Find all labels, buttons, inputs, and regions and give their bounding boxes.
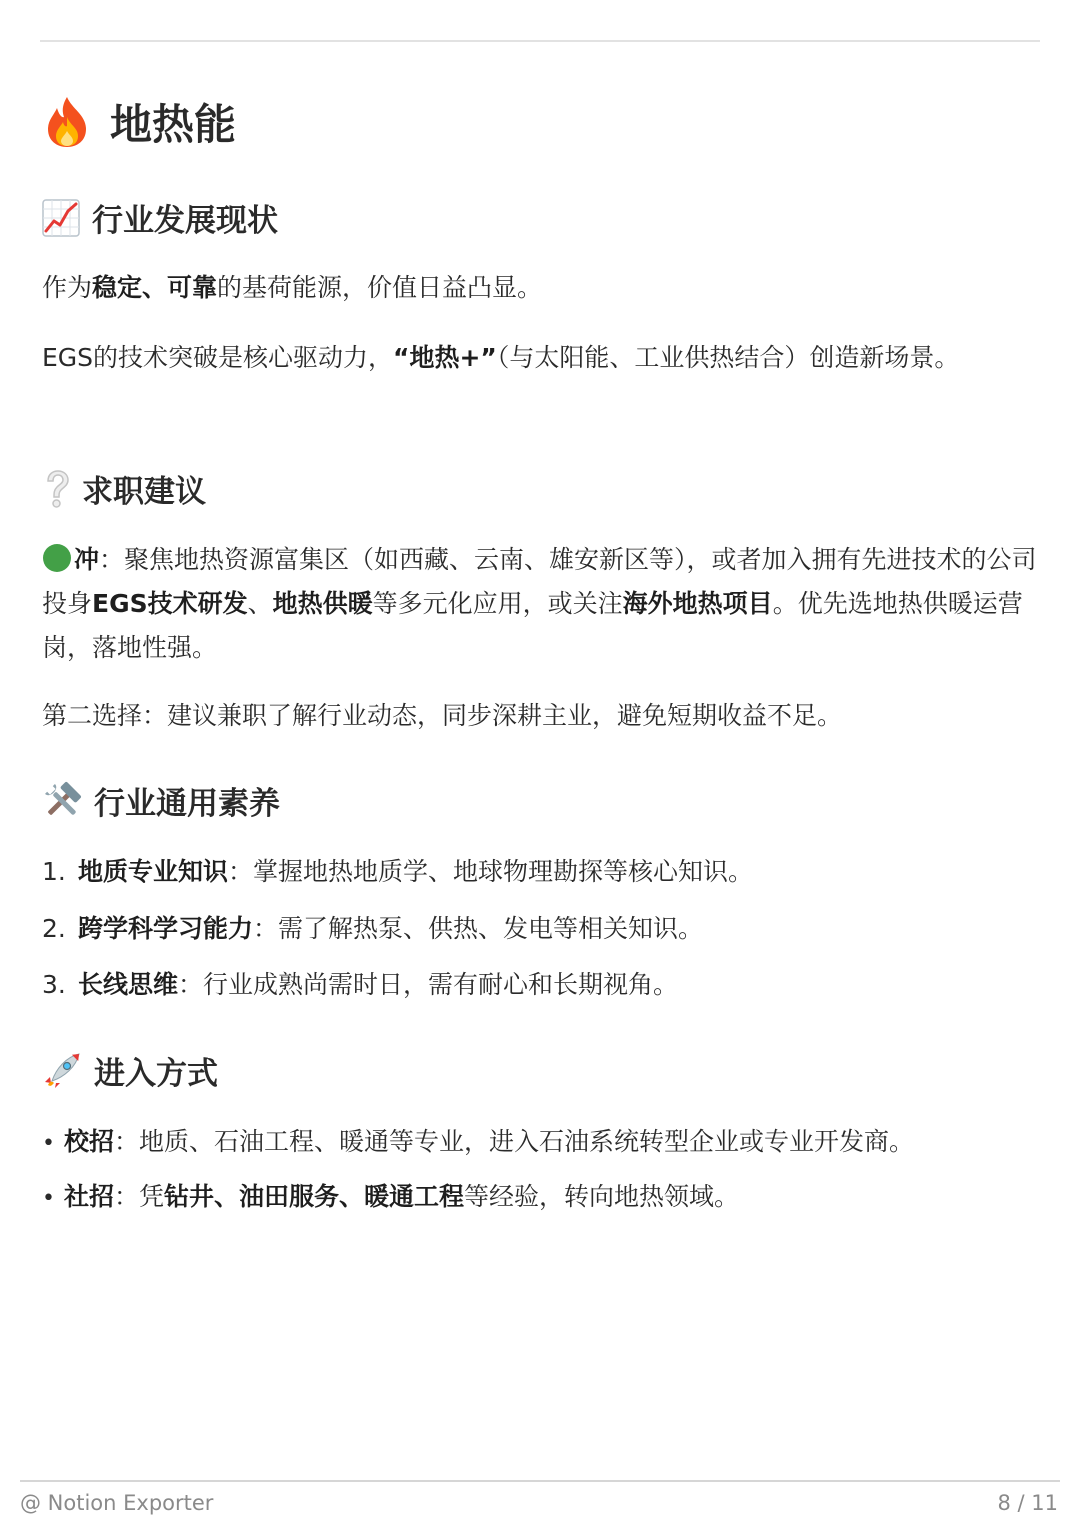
top-divider: [40, 40, 1040, 42]
fire-icon: [42, 95, 92, 149]
advice-paragraph-1: 冲：聚焦地热资源富集区（如西藏、云南、雄安新区等），或者加入拥有先进技术的公司投身EGS技术研发、地热供暖等多元化应用，或关注海外地热项目。优先选地热供暖运营岗，落地性强。: [42, 545, 1037, 662]
page-number: 8 / 11: [997, 1491, 1058, 1515]
page-title: [42, 92, 236, 152]
section-heading-entry-text: 进入方式: [94, 1056, 218, 1092]
white-question-mark-icon: [42, 469, 72, 509]
list-item: 2. 跨学科学习能力：需了解热泵、供热、发电等相关知识。: [42, 914, 704, 943]
section-heading-skills: [42, 778, 280, 823]
hammer-and-wrench-icon: [42, 781, 82, 821]
footer-exporter-label: @ Notion Exporter: [20, 1491, 214, 1515]
section-heading-advice: [42, 466, 206, 511]
list-item: • 社招：凭钻井、油田服务、暖通工程等经验，转向地热领域。: [42, 1182, 740, 1211]
section-heading-entry: [42, 1048, 218, 1093]
footer-divider: [20, 1480, 1060, 1482]
section-heading-status-text: 行业发展现状: [92, 203, 278, 239]
list-item: • 校招：地质、石油工程、暖通等专业，进入石油系统转型企业或专业开发商。: [42, 1127, 915, 1156]
section-heading-advice-text: 求职建议: [82, 474, 206, 510]
list-item: 3. 长线思维：行业成熟尚需时日，需有耐心和长期视角。: [42, 970, 679, 999]
status-paragraph-2: EGS的技术突破是核心驱动力，“地热+”（与太阳能、工业供热结合）创造新场景。: [42, 343, 960, 372]
section-heading-status: [42, 195, 278, 240]
chart-increasing-icon: [42, 199, 80, 237]
status-paragraph-1: 作为稳定、可靠的基荷能源，价值日益凸显。: [42, 273, 543, 302]
section-heading-skills-text: 行业通用素养: [94, 786, 280, 822]
page-title-text: 地热能: [110, 100, 237, 149]
rocket-icon: [42, 1051, 82, 1091]
list-item: 1. 地质专业知识：掌握地热地质学、地球物理勘探等核心知识。: [42, 857, 754, 886]
advice-paragraph-2: 第二选择：建议兼职了解行业动态，同步深耕主业，避免短期收益不足。: [42, 701, 843, 730]
green-circle-icon: [42, 543, 72, 573]
